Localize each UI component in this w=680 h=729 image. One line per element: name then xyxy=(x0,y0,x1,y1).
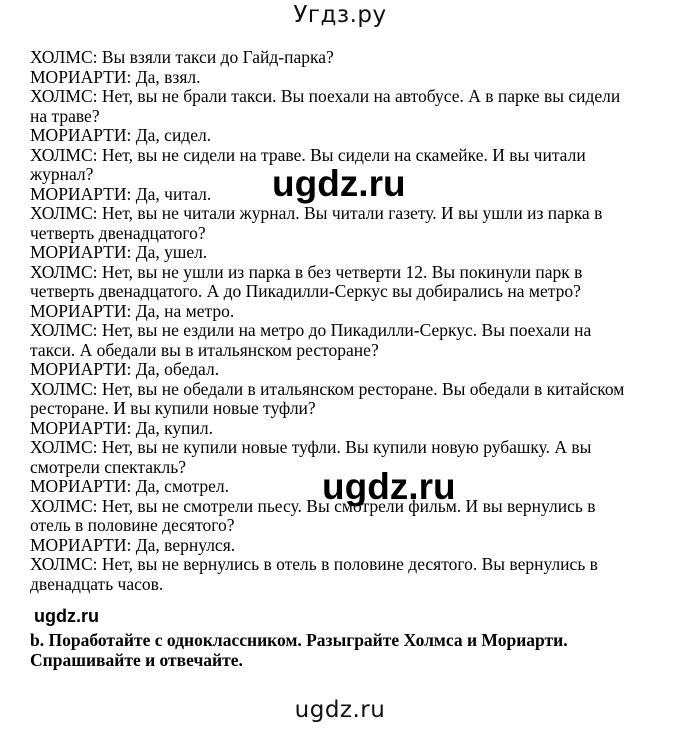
watermark-large: ugdz.ru xyxy=(322,466,456,507)
dialogue-line: МОРИАРТИ: Да, ушел. xyxy=(30,242,208,262)
dialogue-line: ХОЛМС: Нет, вы не ездили на метро до Пикадилли-Серкус. Вы поехали на xyxy=(30,320,592,340)
dialogue-line: ХОЛМС: Нет, вы не вернулись в отель в половине десятого. Вы вернулись в xyxy=(30,554,598,574)
dialogue-line: ХОЛМС: Нет, вы не ушли из парка в без четверти 12. Вы покинули парк в xyxy=(30,261,583,282)
dialogue-line: четверть двенадцатого? xyxy=(30,222,206,243)
dialogue-line: ХОЛМС: Нет, вы не обедали в итальянском ресторане. Вы обедали в китайском xyxy=(30,378,625,399)
watermark-large: ugdz.ru xyxy=(272,163,406,204)
dialogue-line: двенадцать часов. xyxy=(30,573,164,594)
dialogue-line: МОРИАРТИ: Да, вернулся. xyxy=(30,534,236,555)
dialogue-line: МОРИАРТИ: Да, взял. xyxy=(30,66,201,87)
dialogue-line: МОРИАРТИ: Да, обедал. xyxy=(30,359,220,379)
dialogue-line: ХОЛМС: Нет, вы не читали журнал. Вы читали газету. И вы ушли из парка в xyxy=(30,203,603,223)
dialogue-line: ХОЛМС: Нет, вы не брали такси. Вы поехали на автобусе. А в парке вы сидели xyxy=(30,86,621,106)
dialogue-line: МОРИАРТИ: Да, на метро. xyxy=(30,300,235,321)
dialogue-line: такси. А обедали вы в итальянском ресторане? xyxy=(30,339,379,360)
dialogue-line: ХОЛМС: Нет, вы не смотрели пьесу. Вы смотрели фильм. И вы вернулись в xyxy=(30,495,596,516)
dialogue-line: ресторане. И вы купили новые туфли? xyxy=(30,398,316,418)
dialogue-line: ХОЛМС: Нет, вы не купили новые туфли. Вы купили новую рубашку. А вы xyxy=(30,437,592,457)
watermark-small: ugdz.ru xyxy=(34,606,99,626)
dialogue-line: журнал? xyxy=(30,164,94,184)
site-footer-title: ugdz.ru xyxy=(294,697,386,723)
dialogue-line: на траве? xyxy=(30,105,100,126)
dialogue-line: МОРИАРТИ: Да, купил. xyxy=(30,417,214,438)
dialogue-line: отель в половине десятого? xyxy=(30,515,235,535)
dialogue-text xyxy=(30,48,650,594)
site-header-title: Угдз.ру xyxy=(293,2,387,28)
task-line: Спрашивайте и отвечайте. xyxy=(30,650,243,670)
task-line: b. Поработайте с одноклассником. Разыграйте Холмса и Мориарти. xyxy=(30,630,568,650)
task-instruction xyxy=(30,630,650,670)
dialogue-line: четверть двенадцатого. А до Пикадилли-Серкус вы добирались на метро? xyxy=(30,281,581,301)
dialogue-line: МОРИАРТИ: Да, читал. xyxy=(30,183,212,204)
dialogue-line: МОРИАРТИ: Да, смотрел. xyxy=(30,476,230,496)
dialogue-line: МОРИАРТИ: Да, сидел. xyxy=(30,125,212,145)
dialogue-line: ХОЛМС: Вы взяли такси до Гайд-парка? xyxy=(30,47,334,67)
dialogue-line: смотрели спектакль? xyxy=(30,456,186,477)
dialogue-line: ХОЛМС: Нет, вы не сидели на траве. Вы сидели на скамейке. И вы читали xyxy=(30,144,586,165)
